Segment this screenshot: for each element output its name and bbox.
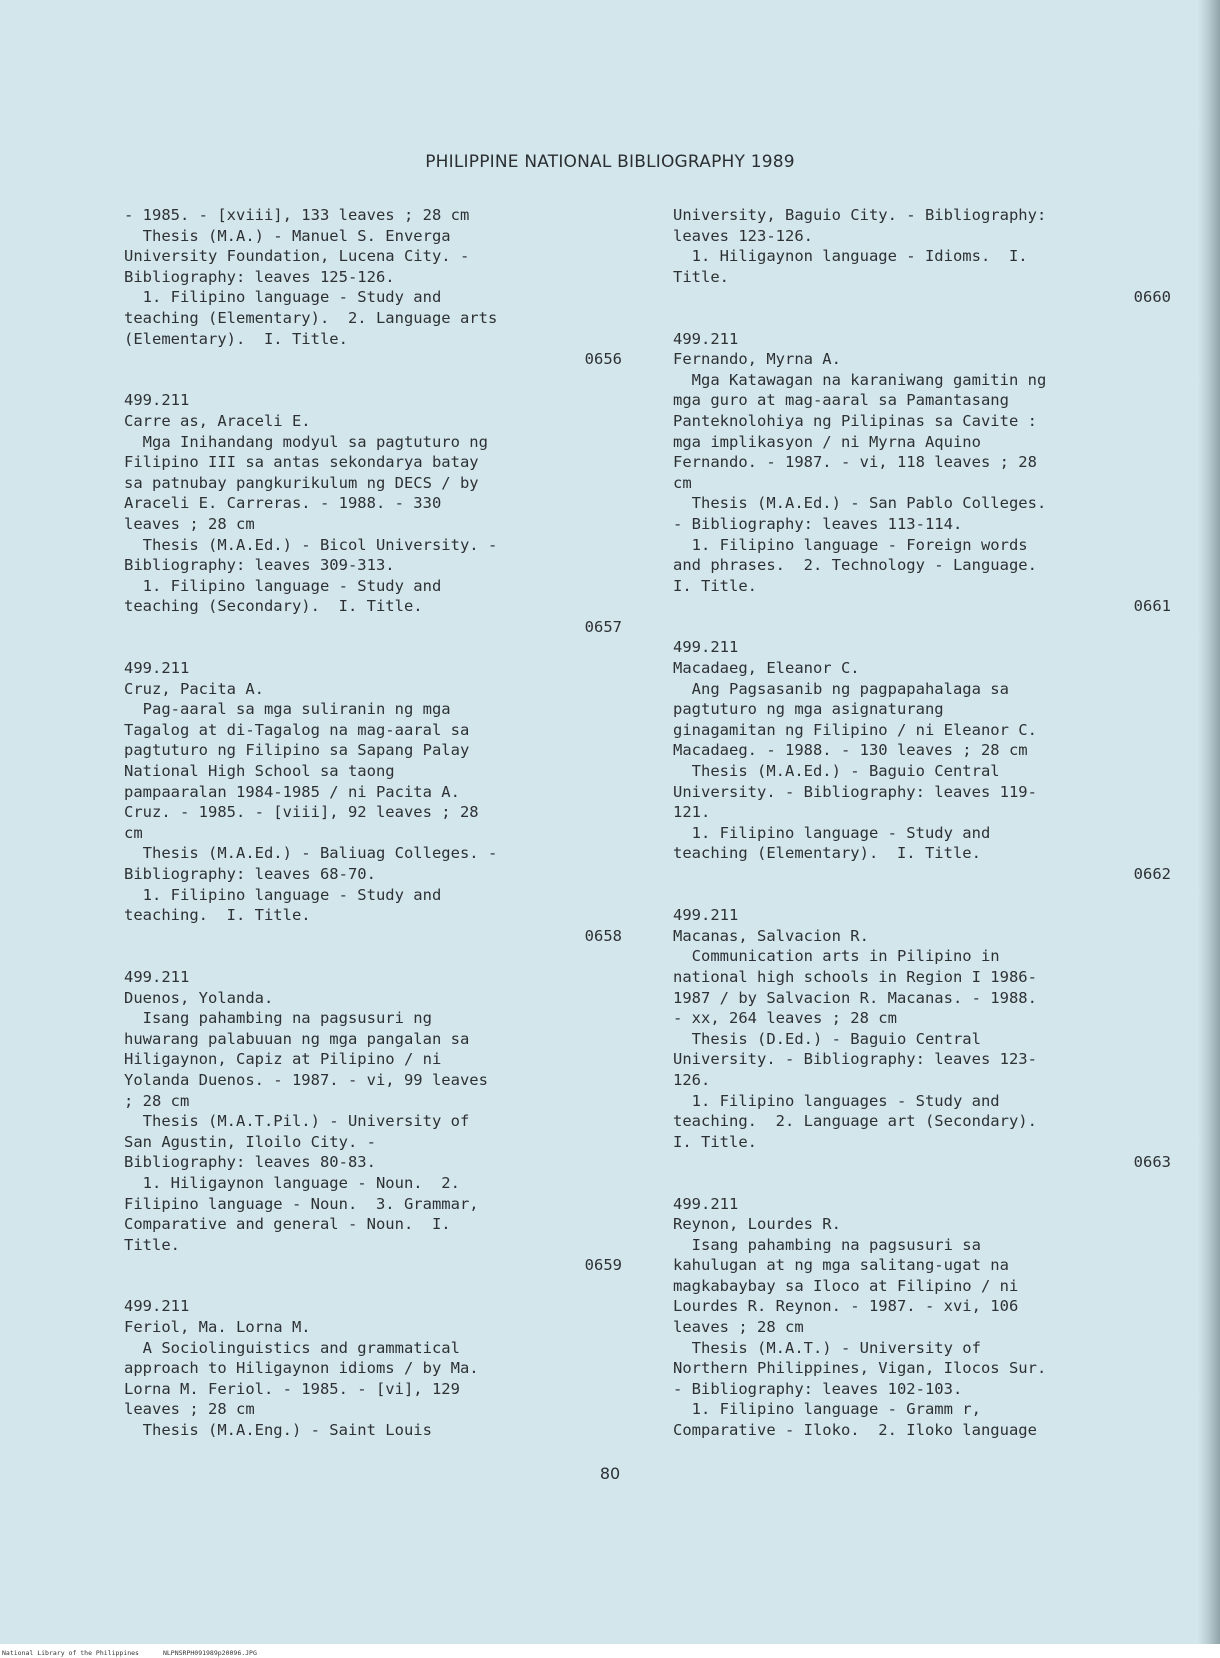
- entry-line: Thesis (M.A.Ed.) - Baliuag Colleges. -: [124, 844, 498, 863]
- entry-line: teaching (Secondary). I. Title.: [124, 597, 423, 616]
- entry-line: Thesis (M.A.Ed.) - Baguio Central: [673, 762, 1000, 781]
- entry-line: 499.211: [673, 1194, 739, 1213]
- entry-line: 1. Hiligaynon language - Noun. 2.: [124, 1173, 460, 1192]
- entry-line: Feriol, Ma. Lorna M.: [124, 1318, 311, 1337]
- entry-line: 499.211: [124, 1297, 190, 1316]
- entry-line: Thesis (M.A.Ed.) - Bicol University. -: [124, 535, 498, 554]
- entry-line: Reynon, Lourdes R.: [673, 1215, 841, 1234]
- left-column: [124, 205, 622, 1482]
- entry-line: teaching. I. Title.: [124, 906, 311, 925]
- entry-line: 126.: [673, 1070, 711, 1089]
- entry-line: leaves ; 28 cm: [124, 514, 255, 533]
- entry-line: Mga Katawagan na karaniwang gamitin ng: [673, 370, 1047, 389]
- entry-line: 1. Filipino language - Study and: [673, 823, 991, 842]
- bibliography-entry: [124, 1296, 622, 1461]
- entry-line: Thesis (M.A.T.) - University of: [673, 1338, 981, 1357]
- entry-number: 0662: [1133, 865, 1171, 883]
- running-title: PHILIPPINE NATIONAL BIBLIOGRAPHY 1989: [425, 152, 795, 172]
- entry-line: 499.211: [673, 906, 739, 925]
- bibliography-entry: [124, 967, 622, 1276]
- entry-line: Cruz, Pacita A.: [124, 679, 264, 698]
- bibliography-entry: [673, 1194, 1171, 1462]
- entry-line: 121.: [673, 803, 711, 822]
- entry-line: Carre as, Araceli E.: [124, 411, 311, 430]
- entry-number: 0659: [584, 1256, 622, 1275]
- right-column: [673, 205, 1171, 1482]
- entry-line: Panteknolohiya ng Pilipinas sa Cavite :: [673, 411, 1037, 430]
- entry-line: cm: [124, 823, 143, 842]
- entry-line: Thesis (M.A.Ed.) - San Pablo Colleges.: [673, 494, 1047, 513]
- bibliography-entry: [673, 205, 1171, 308]
- entry-number: 0660: [1133, 288, 1171, 307]
- bibliography-entry: [673, 905, 1171, 1173]
- entry-line: pampaaralan 1984-1985 / ni Pacita A.: [124, 782, 460, 801]
- bibliography-entry: [124, 658, 622, 946]
- entry-line: Duenos, Yolanda.: [124, 988, 274, 1007]
- entry-line: cm: [673, 473, 692, 492]
- entry-line: Bibliography: leaves 309-313.: [124, 556, 395, 575]
- entry-line: Filipino language - Noun. 3. Grammar,: [124, 1194, 479, 1213]
- entry-line: Thesis (M.A.T.Pil.) - University of: [124, 1112, 470, 1131]
- entry-line: teaching. 2. Language art (Secondary).: [673, 1112, 1037, 1131]
- entry-line: Northern Philippines, Vigan, Ilocos Sur.: [673, 1359, 1047, 1378]
- entry-number: [124, 1441, 622, 1462]
- entry-line: University Foundation, Lucena City. -: [124, 247, 470, 266]
- page-number: 80: [599, 1464, 621, 1483]
- entry-line: - xx, 264 leaves ; 28 cm: [673, 1009, 897, 1028]
- entry-line: magkabaybay sa Iloco at Filipino / ni: [673, 1276, 1019, 1295]
- entry-number: 0663: [1133, 1153, 1171, 1172]
- entry-number: 0657: [584, 617, 622, 636]
- scan-filename: NLPNSRPH091989p20096.JPG: [162, 1649, 257, 1657]
- entry-line: ; 28 cm: [124, 1091, 190, 1110]
- entry-line: Bibliography: leaves 80-83.: [124, 1153, 376, 1172]
- entry-line: - Bibliography: leaves 102-103.: [673, 1379, 963, 1398]
- entry-line: Bibliography: leaves 125-126.: [124, 267, 395, 286]
- entry-line: 1. Filipino language - Study and: [124, 576, 442, 595]
- entry-line: 499.211: [673, 329, 739, 348]
- entry-line: kahulugan at ng mga salitang-ugat na: [673, 1256, 1009, 1275]
- scan-footer-text: [2, 1649, 281, 1657]
- entry-line: 499.211: [124, 659, 190, 678]
- entry-line: - 1985. - [xviii], 133 leaves ; 28 cm: [124, 206, 470, 224]
- entry-line: 1987 / by Salvacion R. Macanas. - 1988.: [673, 988, 1037, 1007]
- entry-line: (Elementary). I. Title.: [124, 329, 348, 348]
- entry-line: Comparative and general - Noun. I.: [124, 1215, 451, 1234]
- entry-line: Thesis (D.Ed.) - Baguio Central: [673, 1029, 981, 1048]
- entry-line: Title.: [124, 1235, 180, 1254]
- entry-line: Araceli E. Carreras. - 1988. - 330: [124, 494, 442, 513]
- entry-line: Lourdes R. Reynon. - 1987. - xvi, 106: [673, 1297, 1019, 1316]
- entry-line: Cruz. - 1985. - [viii], 92 leaves ; 28: [124, 803, 479, 822]
- entry-line: 499.211: [124, 391, 190, 410]
- entry-line: 499.211: [673, 638, 739, 657]
- entry-line: University. - Bibliography: leaves 119-: [673, 782, 1037, 801]
- entry-line: Thesis (M.A.Eng.) - Saint Louis: [124, 1421, 432, 1440]
- entry-line: Title.: [673, 267, 729, 286]
- entry-line: approach to Hiligaynon idioms / by Ma.: [124, 1359, 479, 1378]
- entry-line: Lorna M. Feriol. - 1985. - [vi], 129: [124, 1379, 460, 1398]
- entry-line: Pag-aaral sa mga suliranin ng mga: [124, 700, 451, 719]
- entry-number: 0656: [584, 350, 622, 369]
- entry-line: Tagalog at di-Tagalog na mag-aaral sa: [124, 720, 470, 739]
- entry-line: Fernando, Myrna A.: [673, 350, 841, 369]
- entry-line: 1. Filipino language - Gramm r,: [673, 1400, 981, 1419]
- entry-line: huwarang palabuuan ng mga pangalan sa: [124, 1029, 470, 1048]
- entry-line: mga guro at mag-aaral sa Pamantasang: [673, 391, 1009, 410]
- entry-line: I. Title.: [673, 576, 757, 595]
- entry-line: and phrases. 2. Technology - Language.: [673, 556, 1037, 575]
- entry-line: National High School sa taong: [124, 762, 395, 781]
- entry-line: - Bibliography: leaves 113-114.: [673, 514, 963, 533]
- entry-line: Fernando. - 1987. - vi, 118 leaves ; 28: [673, 453, 1037, 472]
- bibliography-entry: [673, 329, 1171, 617]
- entry-line: 1. Filipino language - Foreign words: [673, 535, 1028, 554]
- page-edge-shadow: [1198, 0, 1220, 1658]
- entry-line: Isang pahambing na pagsusuri sa: [673, 1235, 981, 1254]
- entry-line: leaves ; 28 cm: [124, 1400, 255, 1419]
- entry-line: University, Baguio City. - Bibliography:: [673, 206, 1047, 224]
- entry-line: Thesis (M.A.) - Manuel S. Enverga: [124, 226, 451, 245]
- entry-line: 1. Filipino languages - Study and: [673, 1091, 1000, 1110]
- entry-number: 0661: [1133, 597, 1171, 616]
- entry-line: national high schools in Region I 1986-: [673, 967, 1037, 986]
- entry-line: pagtuturo ng mga asignaturang: [673, 700, 944, 719]
- entry-line: Bibliography: leaves 68-70.: [124, 865, 376, 883]
- entry-line: 1. Filipino language - Study and: [124, 288, 442, 307]
- entry-line: 1. Filipino language - Study and: [124, 885, 442, 904]
- entry-line: ginagamitan ng Filipino / ni Eleanor C.: [673, 720, 1037, 739]
- entry-line: Yolanda Duenos. - 1987. - vi, 99 leaves: [124, 1070, 488, 1089]
- bibliography-entry: [673, 637, 1171, 884]
- entry-line: Macadaeg, Eleanor C.: [673, 659, 860, 678]
- entry-line: San Agustin, Iloilo City. -: [124, 1132, 376, 1151]
- scan-footer-strip: [0, 1644, 1220, 1658]
- entry-line: 499.211: [124, 967, 190, 986]
- entry-line: leaves 123-126.: [673, 226, 813, 245]
- entry-line: Macanas, Salvacion R.: [673, 926, 869, 945]
- entry-line: University. - Bibliography: leaves 123-: [673, 1050, 1037, 1069]
- entry-line: Mga Inihandang modyul sa pagtuturo ng: [124, 432, 488, 451]
- entry-line: Isang pahambing na pagsusuri ng: [124, 1009, 432, 1028]
- entry-number: [673, 1441, 1171, 1462]
- entry-line: I. Title.: [673, 1132, 757, 1151]
- entry-line: Filipino III sa antas sekondarya batay: [124, 453, 479, 472]
- bibliography-entry: [124, 390, 622, 637]
- entry-line: A Sociolinguistics and grammatical: [124, 1338, 460, 1357]
- entry-line: teaching (Elementary). I. Title.: [673, 844, 981, 863]
- entry-line: teaching (Elementary). 2. Language arts: [124, 308, 498, 327]
- entry-number: 0658: [584, 926, 622, 945]
- entry-line: Ang Pagsasanib ng pagpapahalaga sa: [673, 679, 1009, 698]
- entry-line: sa patnubay pangkurikulum ng DECS / by: [124, 473, 479, 492]
- entry-line: Comparative - Iloko. 2. Iloko language: [673, 1421, 1037, 1440]
- entry-line: Communication arts in Pilipino in: [673, 947, 1000, 966]
- entry-line: leaves ; 28 cm: [673, 1318, 804, 1337]
- scan-credit: National Library of the Philippines: [2, 1649, 139, 1657]
- bibliography-entry: [124, 205, 622, 370]
- entry-line: Macadaeg. - 1988. - 130 leaves ; 28 cm: [673, 741, 1028, 760]
- entry-line: Hiligaynon, Capiz at Pilipino / ni: [124, 1050, 442, 1069]
- entry-line: mga implikasyon / ni Myrna Aquino: [673, 432, 981, 451]
- entry-line: 1. Hiligaynon language - Idioms. I.: [673, 247, 1028, 266]
- entry-line: pagtuturo ng Filipino sa Sapang Palay: [124, 741, 470, 760]
